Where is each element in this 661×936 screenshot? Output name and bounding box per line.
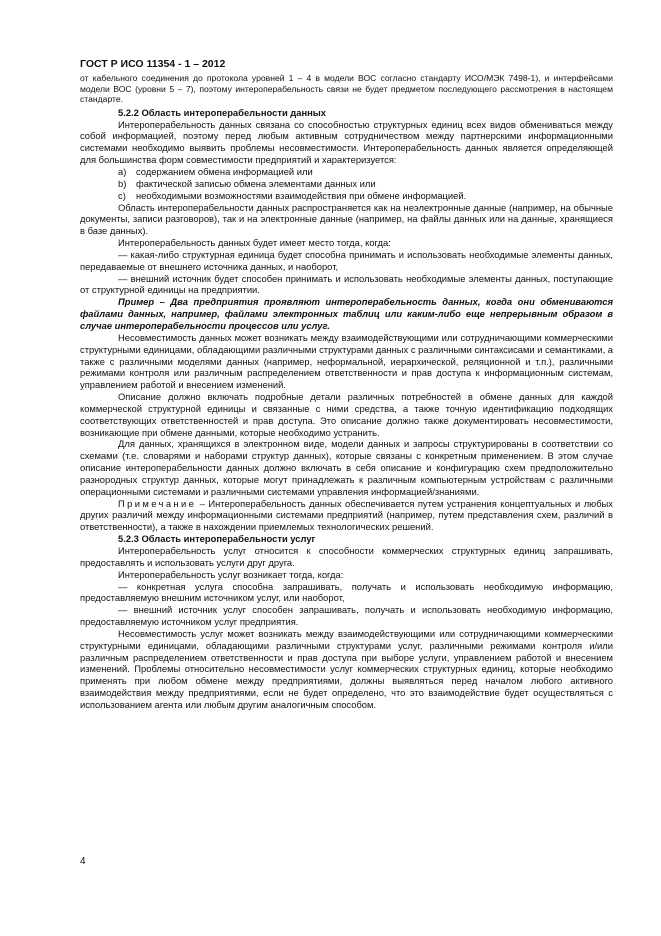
dash-item: — внешний источник будет способен принимать и использовать необходимые элементы данных, поступающие от структурной единицы на предприятии. [80,272,613,296]
list-item [80,190,613,202]
list-item [80,178,613,190]
paragraph: Интероперабельность услуг возникает тогда, когда: [118,568,344,580]
page-number: 4 [80,856,86,867]
list-marker: c) [118,189,126,201]
dash-item: — какая-либо структурная единица будет способна принимать и использовать необходимые элементы данных, передаваемые от внешнего источника данных, и наоборот, [80,248,613,272]
list-item-text: содержанием обмена информацией или [136,166,313,177]
list-item-text: необходимыми возможностями взаимодействия при обмене информацией. [136,189,467,201]
paragraph: Область интероперабельности данных распространяется как на неэлектронные данные (например, на обычные документы, записи разговоров), так и на электронные данные (например, на файлы данных или на данные, хранящиеся в базе данных). [80,201,613,237]
paragraph: Для данных, хранящихся в электронном виде, модели данных и запросы структурированы в соответствии со схемами (т.е. словарями и наборами структур данных), которые связаны с конкретным применением. В этом случае описание интероперабельности данных должно включать в себя описание и конфигурацию схем предположительно разнородных структур данных, которые могут принадлежать к различным компьютерным устройствам с различными операционными системами и различными системами управления информацией/знаниями. [80,438,613,497]
paragraph: Несовместимость услуг может возникать между взаимодействующими или сотрудничающими коммерческими структурными единицами, обладающими различными структурами услуг, различными режимами контроля и/или различным распределением ответственности и прав доступа при выборе услуги, управлением работой и внесением изменений. Проблемы относительно несовместимости услуг коммерческих структурных единиц, которые необходимо применять при любом обмене между предприятиями, должны выявляться перед началом любого активного взаимодействия между предприятиями, если не будет определено, что это взаимодействие будет осуществляться с использованием агента или любым другим аналогичным способом. [80,627,613,710]
paragraph: Интероперабельность данных связана со способностью структурных единиц всех видов обмениваться между собой информацией, поэтому перед любым активным сотрудничеством между партнерскими информационными системами необходимо выявить проблемы несовместимости. Интероперабельность данных является определяющей для большинства форм совместимости предприятий и характеризуется: [80,118,613,166]
document-page [80,58,613,711]
intro-paragraph: от кабельного соединения до протокола уровней 1 – 4 в модели ВОС согласно стандарту ИСО/МЭК 7498-1), и интерфейсами модели ВОС (уровни 5 – 7), поэтому интероперабельность связи не будет предметом последующего рассмотрения в настоящем стандарте. [80,73,613,105]
dash-item: — внешний источник услуг способен запрашивать, получать и использовать необходимую информацию, предоставляемую источником услуг предприятия. [80,604,613,628]
paragraph: Интероперабельность услуг относится к способности коммерческих структурных единиц запрашивать, предоставлять и использовать услуги друг друга. [80,545,613,568]
standard-header: ГОСТ Р ИСО 11354 - 1 – 2012 [80,58,226,70]
note-paragraph [80,498,613,534]
paragraph: Интероперабельность данных будет имеет место тогда, когда: [118,237,391,249]
list-item [80,166,613,178]
list-marker: b) [118,177,127,189]
paragraph: Описание должно включать подробные детали различных потребностей в обмене данных для каждой коммерческой структурной единицы и связанные с ними средства, а также точную идентификацию подходящих соответствующих ответственностей и прав доступа. Это описание должно также документировать несовместимости, возникающие при обмене данными, которые необходимо устранить. [80,391,613,438]
note-text: – Интероперабельность данных обеспечивается путем устранения концептуальных и любых других различий между информационными системами предприятий (например, путем представления схем, различий в ответственности), а также в нахождении приемлемых технологических решений. [80,497,613,533]
section-5-2-2-title: 5.2.2 Область интероперабельности данных [118,106,327,118]
note-label: Примечание [118,497,197,509]
section-5-2-3-title: 5.2.3 Область интероперабельности услуг [118,533,316,545]
example-paragraph: Пример – Два предприятия проявляют интероперабельность данных, когда они обмениваются файлами данных, например, файлами электронных таблиц или каким-либо еще непрерывным образом в случае интероперабельности процессов или услуг. [80,296,613,331]
list-item-text: фактической записью обмена элементами данных или [136,177,376,189]
dash-item: — конкретная услуга способна запрашивать, получать и использовать необходимую информацию, предоставляемую внешним источником услуг, или наоборот, [80,580,613,604]
paragraph: Несовместимость данных может возникать между взаимодействующими или сотрудничающими коммерческими структурными единицами, обладающими различными структурами данных с различными синтаксисами и семантиками, а также с различными моделями данных (например, неформальной, иерархической, реляционной и т.п.), различными режимами контроля или различным распределением ответственности и прав доступа к информационным системам, управлением работой и внесением изменений. [80,331,614,391]
list-marker: a) [118,166,127,177]
